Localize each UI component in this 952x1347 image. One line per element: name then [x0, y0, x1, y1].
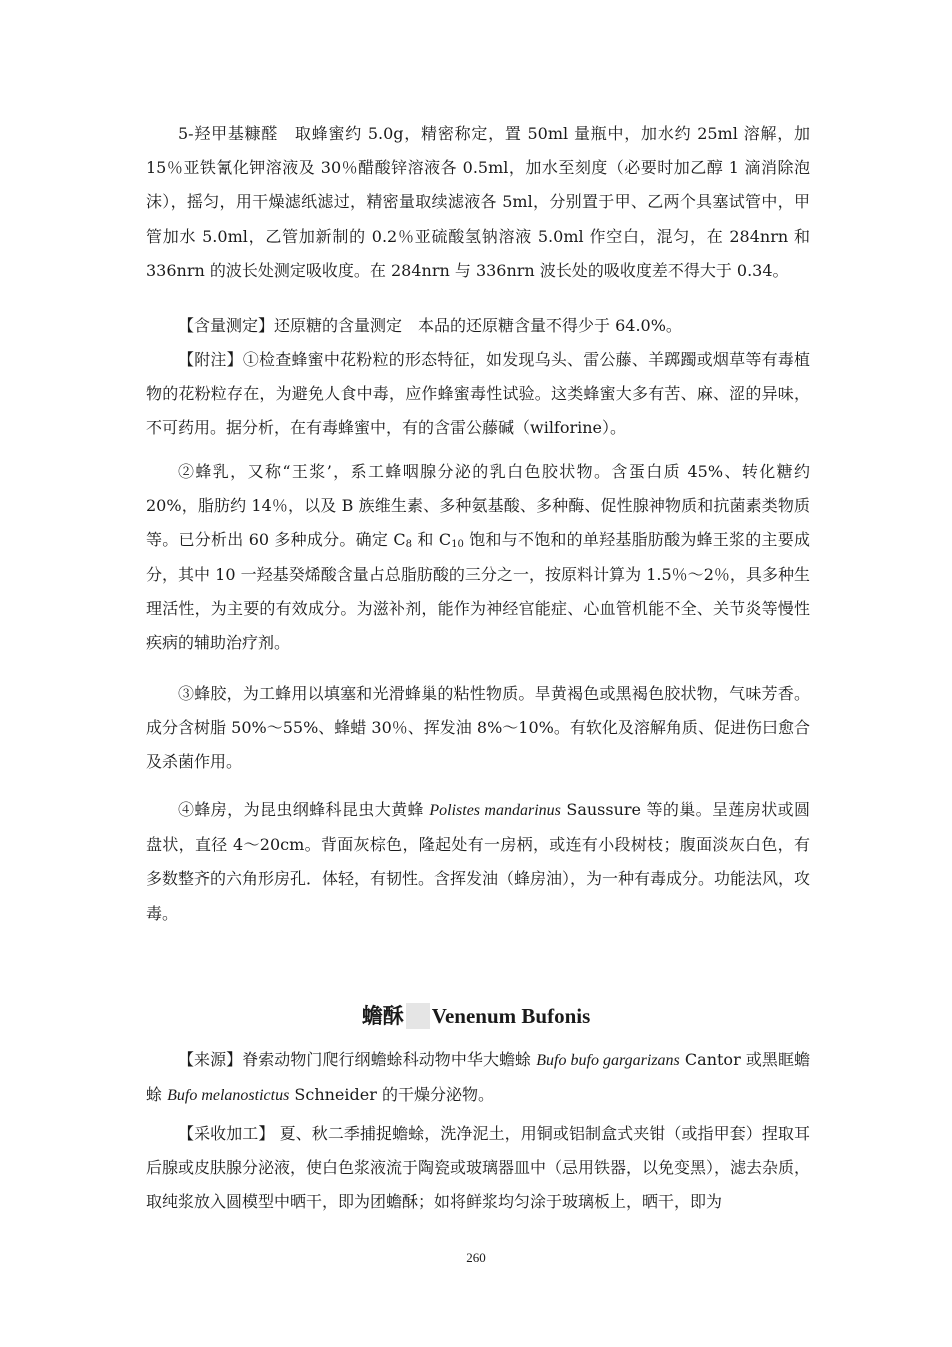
note-4-text-b: Saussure 等的巢。呈莲房状或圆盘状，直径 4～20cm。背面灰棕色，隆起处有一房柄，或连有小段树枝；腹面淡灰白色，有多数整齐的六角形房孔．体轻，有韧性。含挥发油（蜂房油），为一种有毒成分。功能法风，攻毒。	[146, 800, 811, 923]
note-1-paragraph: 【附注】①检查蜂蜜中花粉粒的形态特征，如发现乌头、雷公藤、羊踯躅或烟草等有毒植物的花粉粒存在，为避免人食中毒，应作蜂蜜毒性试验。这类蜂蜜大多有苦、麻、涩的异味，不可药用。据分析，在有毒蜂蜜中，有的含雷公藤碱（wilforine）。	[146, 350, 810, 438]
note-3-paragraph: ③蜂胶，为工蜂用以填塞和光滑蜂巢的粘性物质。旱黄褐色或黑褐色胶状物，气味芳香。成分含树脂 50%～55%、蜂蜡 30％、挥发油 8%～10%。有软化及溶解角质、促进伤曰愈合及杀菌作用。	[146, 684, 810, 772]
source-text-b: Cantor 或黑眶蟾蜍	[146, 1050, 811, 1105]
source-latin-2: Bufo melanostictus	[167, 1087, 290, 1105]
source-text-a: 【来源】脊索动物门爬行纲蟾蜍科动物中华大蟾蜍	[178, 1050, 537, 1069]
page-number: 260	[466, 1250, 486, 1265]
note-2-subscript-10: 10	[451, 539, 464, 551]
note-4-text-a: ④蜂房，为昆虫纲蜂科昆虫大黄蜂	[178, 800, 430, 819]
hmf-test-paragraph: 5-羟甲基糠醛 取蜂蜜约 5.0g，精密称定，置 50ml 量瓶中，加水约 25ml 溶解，加15％亚铁氰化钾溶液及 30％醋酸锌溶液各 0.5ml，加水至刻度（必要时加乙醇 1 滴消除泡沫），摇匀，用干燥滤纸滤过，精密量取续滤液各 5ml，分别置于甲、乙两个具塞试管中，甲管加水 5.0ml，乙管加新制的 0.2％亚硫酸氢钠溶液 5.0ml 作空白，混匀，在 284nrn 和 336nrn 的波长处测定吸收度。在 284nrn 与 336nrn 波长处的吸收度差不得大于 0.34。	[146, 124, 810, 280]
note-2-paragraph	[146, 455, 810, 660]
section-title-latin: Venenum Bufonis	[431, 1004, 591, 1028]
note-2-text-a: ②蜂乳，又称“王浆’，系工蜂咽腺分泌的乳白色胶状物。含蛋白质 45%、转化糖约 20%，脂肪约 14％，以及 B 族维生素、多种氨基酸、多种酶、促性腺神物质和抗菌素类物质等。已分析出 60 多种成分。确定 C	[146, 462, 810, 550]
section-title-chinese: 蟾酥	[361, 1003, 404, 1028]
section-heading	[0, 996, 952, 1036]
source-paragraph	[146, 1043, 810, 1113]
heading-highlight-gap	[406, 1003, 430, 1029]
source-latin-1: Bufo bufo gargarizans	[536, 1052, 680, 1069]
note-2-text-c: 饱和与不饱和的单羟基脂肪酸为蜂王浆的主要成分，其中 10 一羟基癸烯酸含量占总脂肪酸的三分之一，按原料计算为 1.5％～2％，具多种生理活性，为主要的有效成分。为滋补剂，能作为神经官能症、心血管机能不全、关节炎等慢性疾病的辅助治疗剂。	[146, 530, 810, 653]
source-text-c: Schneider 的干燥分泌物。	[289, 1085, 494, 1105]
note-4-paragraph	[146, 793, 810, 931]
processing-paragraph: 【采收加工】 夏、秋二季捕捉蟾蜍，洗净泥土，用铜或铝制盒式夹钳（或指甲套）捏取耳后腺或皮肤腺分泌液，使白色浆液流于陶瓷或玻璃器皿中（忌用铁器，以免变黑），滤去杂质，取纯浆放入圆模型中晒干，即为团蟾酥；如将鲜浆均匀涂于玻璃板上，晒干，即为	[146, 1124, 811, 1212]
assay-paragraph: 【含量测定】还原糖的含量测定 本品的还原糖含量不得少于 64.0%。	[178, 316, 682, 335]
note-2-subscript-8: 8	[405, 539, 413, 551]
note-2-text-b: 和 C	[412, 530, 452, 550]
note-4-latin-name: Polistes mandarinus	[429, 802, 561, 819]
